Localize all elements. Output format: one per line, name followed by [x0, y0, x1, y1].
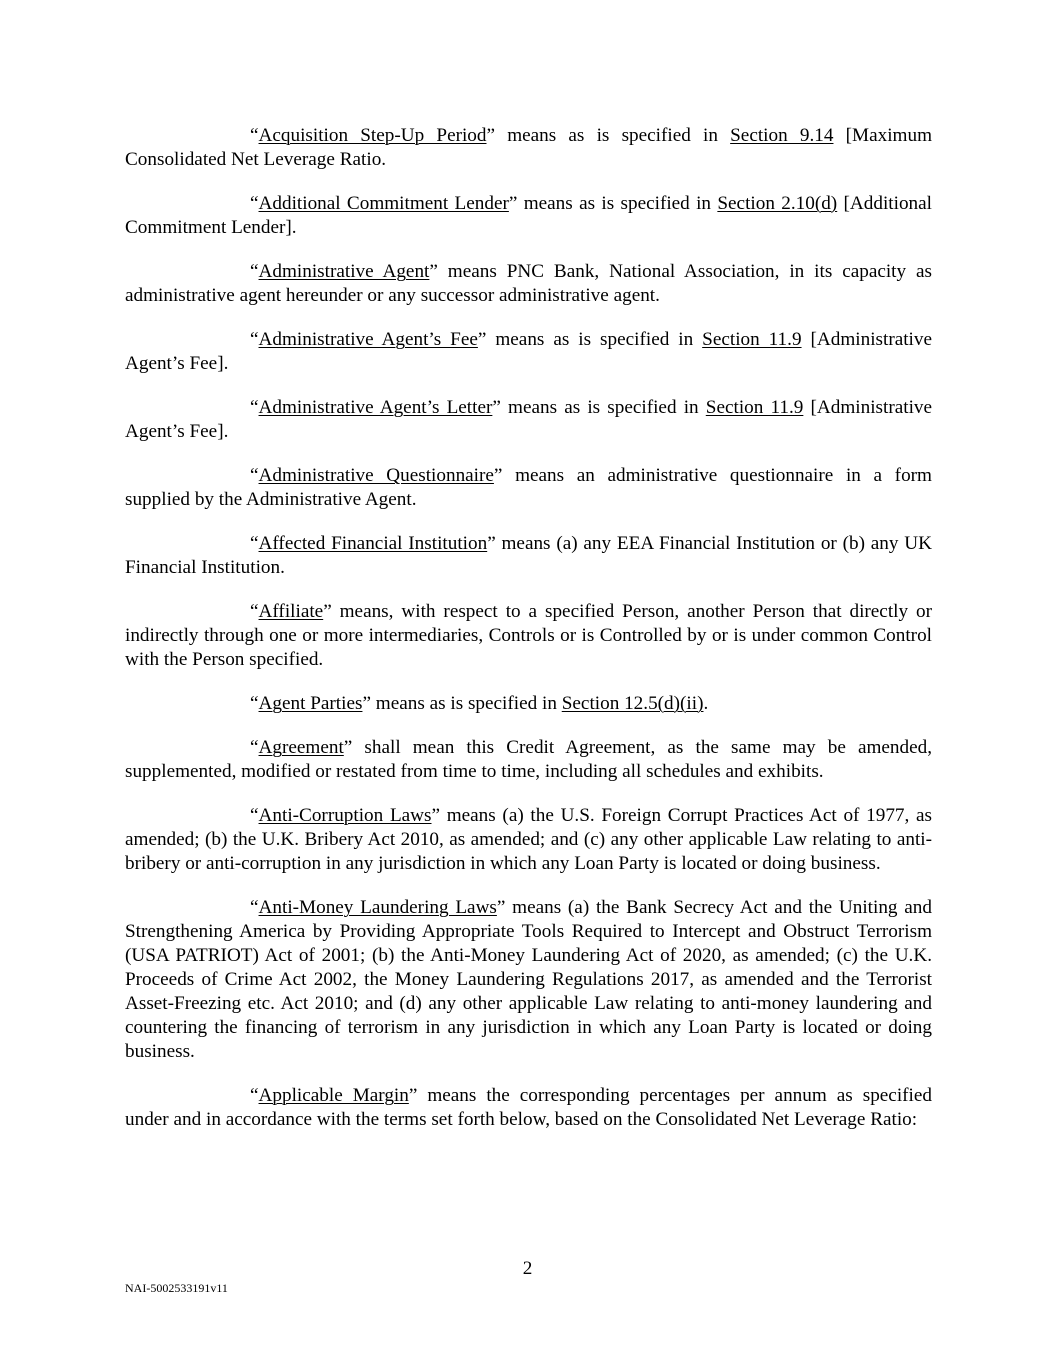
defined-term: Anti-Corruption Laws — [258, 805, 432, 826]
definition-affected-financial-institution: “Affected Financial Institution” means (a) any EEA Financial Institution or (b) any UK Financial Institution. — [125, 533, 932, 578]
defined-term: Additional Commitment Lender — [258, 193, 509, 214]
section-reference: Section 9.14 — [730, 125, 834, 146]
section-reference: Section 11.9 — [702, 329, 802, 350]
section-reference: Section 12.5(d)(ii) — [561, 693, 704, 714]
defined-term: Applicable Margin — [258, 1085, 409, 1106]
defined-term: Anti-Money Laundering Laws — [258, 897, 497, 918]
defined-term: Administrative Agent — [258, 261, 430, 282]
definition-administrative-agent: “Administrative Agent” means PNC Bank, National Association, in its capacity as administrative agent hereunder or any successor administrative agent. — [125, 261, 932, 306]
section-reference: Section 2.10(d) — [717, 193, 838, 214]
definition-acquisition-step-up-period: “Acquisition Step-Up Period” means as is specified in Section 9.14 [Maximum Consolidated Net Leverage Ratio. — [125, 125, 932, 170]
definition-agreement: “Agreement” shall mean this Credit Agreement, as the same may be amended, supplemented, modified or restated from time to time, including all schedules and exhibits. — [125, 737, 932, 782]
defined-term: Agent Parties — [258, 693, 363, 714]
defined-term: Administrative Agent’s Letter — [258, 397, 493, 418]
definition-applicable-margin: “Applicable Margin” means the corresponding percentages per annum as specified under and in accordance with the terms set forth below, based on the Consolidated Net Leverage Ratio: — [125, 1085, 932, 1130]
definition-anti-corruption-laws: “Anti-Corruption Laws” means (a) the U.S. Foreign Corrupt Practices Act of 1977, as amended; (b) the U.K. Bribery Act 2010, as amended; and (c) any other applicable Law relating to anti-bribery or anti-corruption in any jurisdiction in which any Loan Party is located or doing business. — [125, 805, 932, 874]
defined-term: Administrative Questionnaire — [258, 465, 494, 486]
definition-administrative-agents-letter: “Administrative Agent’s Letter” means as is specified in Section 11.9 [Administrative Agent’s Fee]. — [125, 397, 933, 442]
definition-anti-money-laundering-laws: “Anti-Money Laundering Laws” means (a) the Bank Secrecy Act and the Uniting and Strengthening America by Providing Appropriate Tools Required to Intercept and Obstruct Terrorism (USA PATRIOT) Act of 2001; (b) the Anti-Money Laundering Act of 2020, as amended; (c) the U.K. Proceeds of Crime Act 2002, the Money Laundering Regulations 2017, as amended and the Terrorist Asset-Freezing etc. Act 2010; and (d) any other applicable Law relating to anti-money laundering and countering the financing of terrorism in any jurisdiction in which any Loan Party is located or doing business. — [125, 897, 932, 1062]
page-number: 2 — [522, 1258, 533, 1279]
defined-term: Affected Financial Institution — [258, 533, 488, 554]
defined-term: Administrative Agent’s Fee — [258, 329, 478, 350]
document-body — [125, 124, 932, 1152]
defined-term: Agreement — [258, 737, 344, 758]
section-reference: Section 11.9 — [705, 397, 804, 418]
definition-administrative-agents-fee: “Administrative Agent’s Fee” means as is specified in Section 11.9 [Administrative Agent’s Fee]. — [125, 329, 933, 374]
definition-administrative-questionnaire: “Administrative Questionnaire” means an administrative questionnaire in a form supplied by the Administrative Agent. — [125, 465, 932, 510]
definition-affiliate: “Affiliate” means, with respect to a specified Person, another Person that directly or indirectly through one or more intermediaries, Controls or is Controlled by or is under common Control with the Person specified. — [125, 601, 932, 670]
definition-additional-commitment-lender: “Additional Commitment Lender” means as is specified in Section 2.10(d) [Additional Commitment Lender]. — [125, 193, 932, 238]
defined-term: Affiliate — [258, 601, 324, 622]
defined-term: Acquisition Step-Up Period — [258, 125, 487, 146]
document-id: NAI-5002533191v11 — [125, 1281, 228, 1295]
definition-agent-parties: “Agent Parties” means as is specified in Section 12.5(d)(ii). — [250, 693, 709, 714]
